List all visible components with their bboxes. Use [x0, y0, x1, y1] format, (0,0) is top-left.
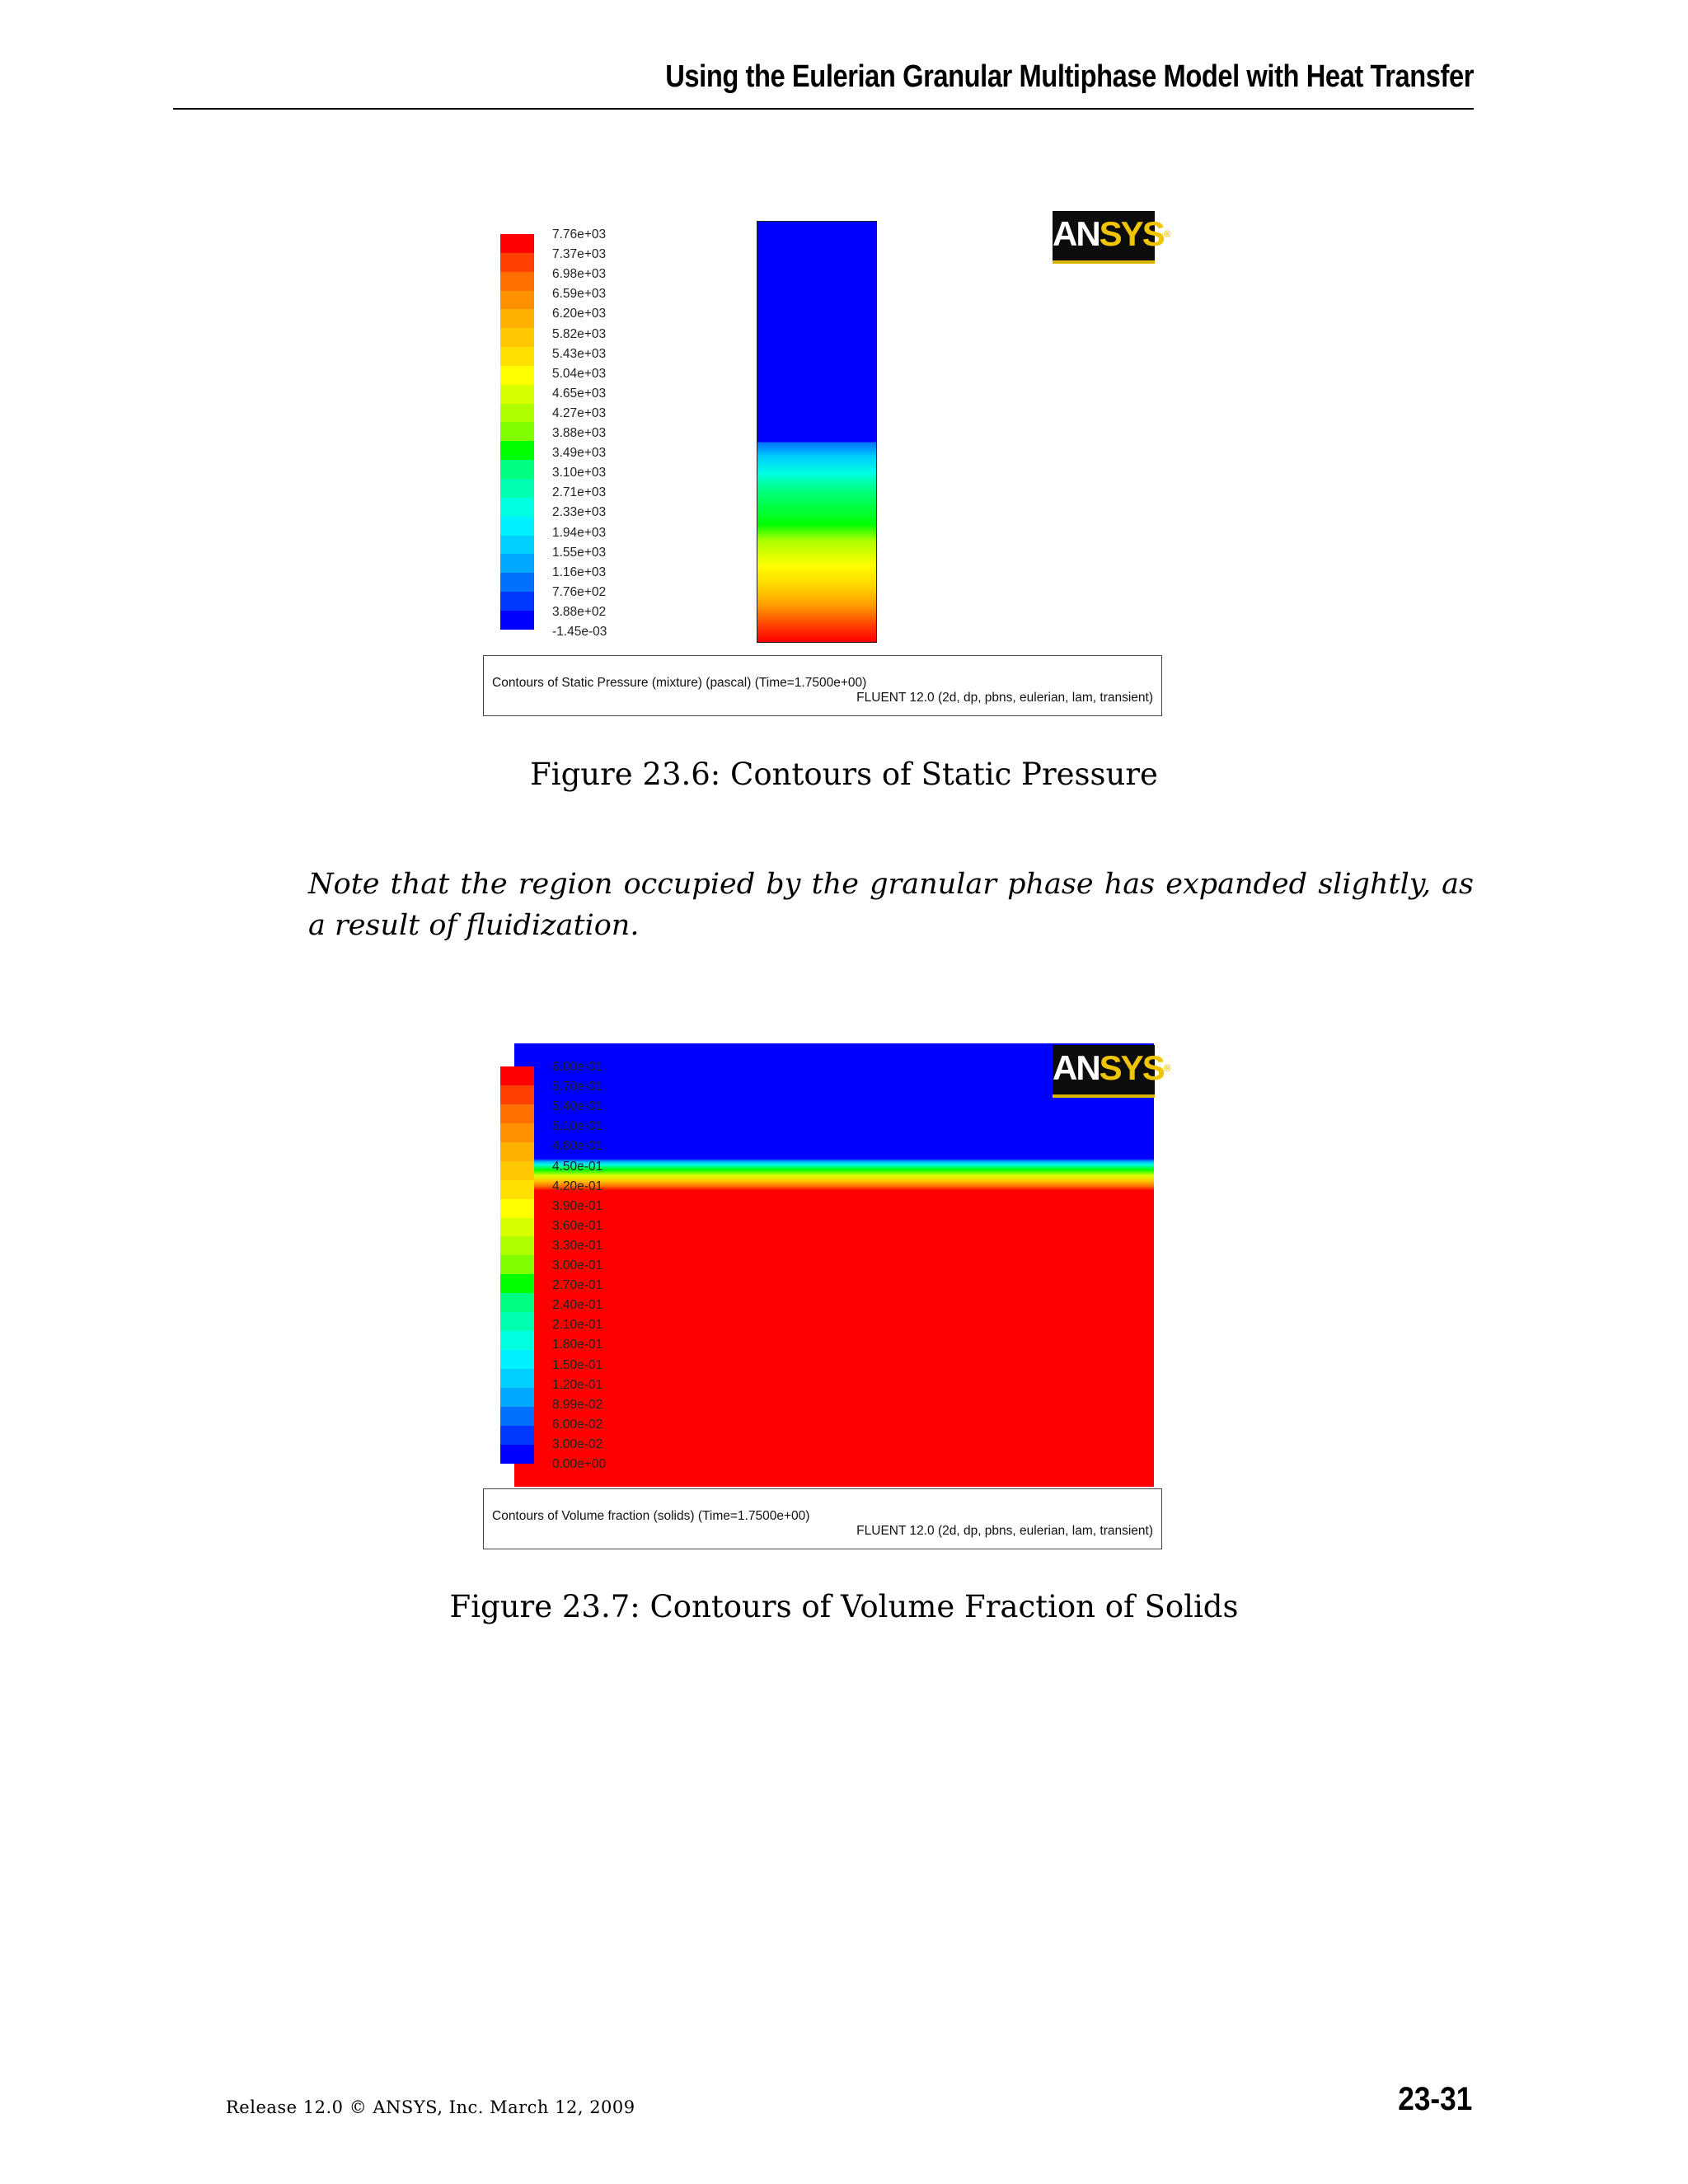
colorbar-swatch: [500, 385, 534, 404]
colorbar-tick-label: 5.10e-01: [552, 1119, 603, 1134]
colorbar-swatch: [500, 460, 534, 479]
colorbar-swatch: [500, 366, 534, 385]
colorbar-swatch: [500, 1161, 534, 1180]
colorbar-tick-label: 4.20e-01: [552, 1179, 603, 1193]
colorbar-swatch: [500, 404, 534, 423]
colorbar-tick-label: 6.00e-01: [552, 1060, 603, 1074]
running-header: Using the Eulerian Granular Multiphase Model with Heat Transfer: [665, 59, 1474, 94]
colorbar-swatch: [500, 1274, 534, 1293]
colorbar-tick-label: 5.40e-01: [552, 1099, 603, 1114]
colorbar-swatch: [500, 1085, 534, 1104]
page-number: 23-31: [1397, 2081, 1472, 2117]
colorbar-swatch: [500, 309, 534, 328]
colorbar-swatch: [500, 1142, 534, 1161]
colorbar-tick-label: 3.88e+03: [552, 426, 607, 440]
colorbar-tick-label: 6.20e+03: [552, 307, 607, 321]
colorbar-tick-label: 7.37e+03: [552, 247, 607, 262]
colorbar-swatch: [500, 592, 534, 611]
colorbar: [500, 234, 534, 630]
colorbar-tick-label: 6.98e+03: [552, 267, 607, 282]
colorbar-tick-label: 2.10e-01: [552, 1318, 603, 1333]
colorbar-swatch: [500, 1426, 534, 1445]
colorbar-swatch: [500, 422, 534, 441]
pressure-column-plot: [757, 221, 877, 643]
colorbar-swatch: [500, 1104, 534, 1123]
colorbar-swatch: [500, 328, 534, 347]
colorbar-tick-label: 4.65e+03: [552, 386, 607, 401]
colorbar-tick-label: 2.71e+03: [552, 485, 607, 500]
colorbar-tick-label: 5.70e-01: [552, 1080, 603, 1094]
colorbar-tick-label: 3.30e-01: [552, 1238, 603, 1253]
colorbar-tick-label: 1.80e-01: [552, 1338, 603, 1352]
colorbar-tick-label: 2.40e-01: [552, 1298, 603, 1313]
colorbar-swatch: [500, 291, 534, 310]
colorbar-tick-label: 3.88e+02: [552, 604, 607, 619]
colorbar-swatch: [500, 1236, 534, 1255]
plot-info-line1: Contours of Static Pressure (mixture) (pascal) (Time=1.7500e+00): [492, 676, 867, 690]
colorbar-tick-label: 7.76e+03: [552, 227, 607, 241]
colorbar-swatch: [500, 441, 534, 460]
colorbar-tick-label: 7.76e+02: [552, 584, 607, 599]
plot-info-line2: FLUENT 12.0 (2d, dp, pbns, eulerian, lam, transient): [856, 691, 1153, 705]
colorbar-swatch: [500, 1255, 534, 1274]
plot-info-line1: Contours of Volume fraction (solids) (Time=1.7500e+00): [492, 1509, 810, 1523]
colorbar-swatch: [500, 1199, 534, 1218]
colorbar-swatch: [500, 554, 534, 573]
colorbar-swatch: [500, 1445, 534, 1464]
ansys-logo: ANSYS®: [1053, 1045, 1155, 1098]
colorbar-swatch: [500, 1218, 534, 1237]
header-rule: [173, 108, 1474, 110]
colorbar-tick-label: 4.50e-01: [552, 1159, 603, 1174]
colorbar-swatch: [500, 253, 534, 272]
colorbar-swatch: [500, 1066, 534, 1085]
colorbar-tick-label: 3.49e+03: [552, 446, 607, 461]
colorbar-tick-label: 2.33e+03: [552, 505, 607, 520]
colorbar-tick-label: 3.10e+03: [552, 466, 607, 480]
colorbar-swatch: [500, 536, 534, 555]
colorbar-swatch: [500, 1312, 534, 1331]
colorbar-tick-label: 5.43e+03: [552, 346, 607, 361]
colorbar-tick-label: 1.55e+03: [552, 545, 607, 560]
plot-info-box: [483, 655, 1162, 716]
colorbar-swatch: [500, 1293, 534, 1312]
colorbar-swatch: [500, 611, 534, 630]
note-paragraph: Note that the region occupied by the granular phase has expanded slightly, as a result of fluidization.: [308, 868, 1474, 942]
colorbar-tick-label: 5.04e+03: [552, 366, 607, 381]
colorbar-tick-label: 6.00e-02: [552, 1417, 603, 1432]
colorbar-tick-label: 5.82e+03: [552, 326, 607, 341]
plot-info-box: [483, 1488, 1162, 1549]
colorbar-tick-label: 3.00e-01: [552, 1258, 603, 1272]
figure-caption: Figure 23.6: Contours of Static Pressure: [530, 757, 1158, 792]
colorbar-tick-label: 3.60e-01: [552, 1218, 603, 1233]
colorbar-swatch: [500, 1180, 534, 1199]
colorbar-swatch: [500, 1350, 534, 1369]
colorbar-tick-label: 0.00e+00: [552, 1457, 607, 1471]
colorbar-tick-label: 1.20e-01: [552, 1377, 603, 1392]
colorbar-tick-label: 1.16e+03: [552, 565, 607, 579]
colorbar-swatch: [500, 517, 534, 536]
colorbar-tick-label: 4.80e-01: [552, 1139, 603, 1154]
colorbar-swatch: [500, 1123, 534, 1142]
footer-release: Release 12.0 © ANSYS, Inc. March 12, 2009: [226, 2097, 635, 2117]
colorbar-swatch: [500, 272, 534, 291]
ansys-logo: ANSYS®: [1053, 211, 1155, 264]
colorbar: [500, 1066, 534, 1464]
colorbar-swatch: [500, 1369, 534, 1388]
colorbar-swatch: [500, 1407, 534, 1426]
colorbar-swatch: [500, 234, 534, 253]
colorbar-tick-label: 2.70e-01: [552, 1278, 603, 1293]
colorbar-tick-label: 4.27e+03: [552, 405, 607, 420]
colorbar-swatch: [500, 498, 534, 517]
colorbar-swatch: [500, 347, 534, 366]
colorbar-swatch: [500, 573, 534, 592]
colorbar-tick-label: 6.59e+03: [552, 287, 607, 302]
colorbar-tick-label: 1.50e-01: [552, 1357, 603, 1372]
colorbar-tick-label: 3.00e-02: [552, 1436, 603, 1451]
colorbar-tick-label: -1.45e-03: [552, 625, 607, 639]
plot-info-line2: FLUENT 12.0 (2d, dp, pbns, eulerian, lam, transient): [856, 1524, 1153, 1538]
colorbar-tick-label: 8.99e-02: [552, 1397, 603, 1412]
colorbar-tick-label: 3.90e-01: [552, 1198, 603, 1213]
colorbar-swatch: [500, 1331, 534, 1350]
volume-fraction-field: [514, 1043, 1154, 1487]
colorbar-swatch: [500, 479, 534, 498]
colorbar-tick-label: 1.94e+03: [552, 525, 607, 540]
colorbar-swatch: [500, 1388, 534, 1407]
figure-caption: Figure 23.7: Contours of Volume Fraction of Solids: [449, 1589, 1239, 1624]
